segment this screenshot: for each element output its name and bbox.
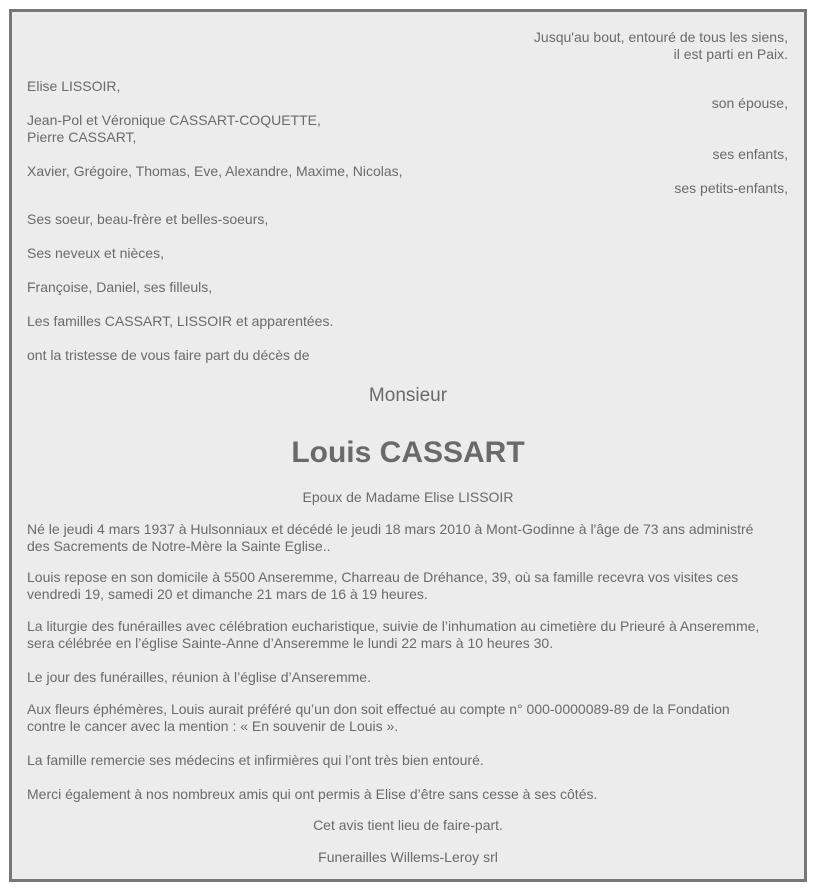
birth-death-line-1: Né le jeudi 4 mars 1937 à Hulsonniaux et décédé le jeudi 18 mars 2010 à Mont-Godinne à l'âge de 73 ans administré — [27, 521, 754, 537]
flowers-line-2: contre le cancer avec la mention : « En souvenir de Louis ». — [27, 718, 399, 734]
thanks-friends-line: Merci également à nos nombreux amis qui ont permis à Elise d’être sans cesse à ses côtés. — [27, 786, 598, 802]
spouse-name: Elise LISSOIR, — [27, 78, 121, 94]
obituary-card — [9, 9, 807, 882]
quote-line-2: il est parti en Paix. — [673, 46, 788, 62]
spouse-of-line: Epoux de Madame Elise LISSOIR — [302, 489, 514, 505]
thanks-doctors-line: La famille remercie ses médecins et infirmières qui l’ont très bien entouré. — [27, 752, 484, 768]
announcement-line: ont la tristesse de vous faire part du décès de — [27, 347, 310, 363]
children-line-2: Pierre CASSART, — [27, 129, 137, 145]
notice-line: Cet avis tient lieu de faire-part. — [313, 817, 503, 833]
grandchildren-names: Xavier, Grégoire, Thomas, Eve, Alexandre, Maxime, Nicolas, — [27, 163, 403, 179]
siblings-line: Ses soeur, beau-frère et belles-soeurs, — [27, 211, 269, 227]
grandchildren-role: ses petits-enfants, — [674, 180, 788, 196]
flowers-line-1: Aux fleurs éphémères, Louis aurait préféré qu’un don soit effectué au compte n° 000-0000089-89 de la Fondation — [27, 701, 730, 717]
deceased-name: Louis CASSART — [291, 436, 525, 469]
visit-line-2: vendredi 19, samedi 20 et dimanche 21 mars de 16 à 19 heures. — [27, 586, 428, 602]
spouse-role: son épouse, — [711, 95, 788, 111]
liturgy-line-1: La liturgie des funérailles avec célébration eucharistique, suivie de l’inhumation au cimetière du Prieuré à Anseremme, — [27, 618, 760, 634]
godchildren-line: Françoise, Daniel, ses filleuls, — [27, 279, 213, 295]
visit-line-1: Louis repose en son domicile à 5500 Anseremme, Charreau de Dréhance, 39, où sa famille recevra vos visites ces — [27, 569, 739, 585]
deceased-title: Monsieur — [368, 385, 448, 406]
children-role: ses enfants, — [712, 146, 788, 162]
birth-death-line-2: des Sacrements de Notre-Mère la Sainte Eglise.. — [27, 538, 331, 554]
funeral-home-line: Funerailles Willems-Leroy srl — [318, 849, 498, 865]
families-line: Les familles CASSART, LISSOIR et apparentées. — [27, 313, 334, 329]
liturgy-line-2: sera célébrée en l’église Sainte-Anne d’Anseremme le lundi 22 mars à 10 heures 30. — [27, 635, 554, 651]
meeting-line: Le jour des funérailles, réunion à l’église d’Anseremme. — [27, 669, 371, 685]
quote-line-1: Jusqu'au bout, entouré de tous les siens, — [533, 29, 788, 45]
children-line-1: Jean-Pol et Véronique CASSART-COQUETTE, — [27, 112, 321, 128]
nephews-line: Ses neveux et nièces, — [27, 245, 164, 261]
